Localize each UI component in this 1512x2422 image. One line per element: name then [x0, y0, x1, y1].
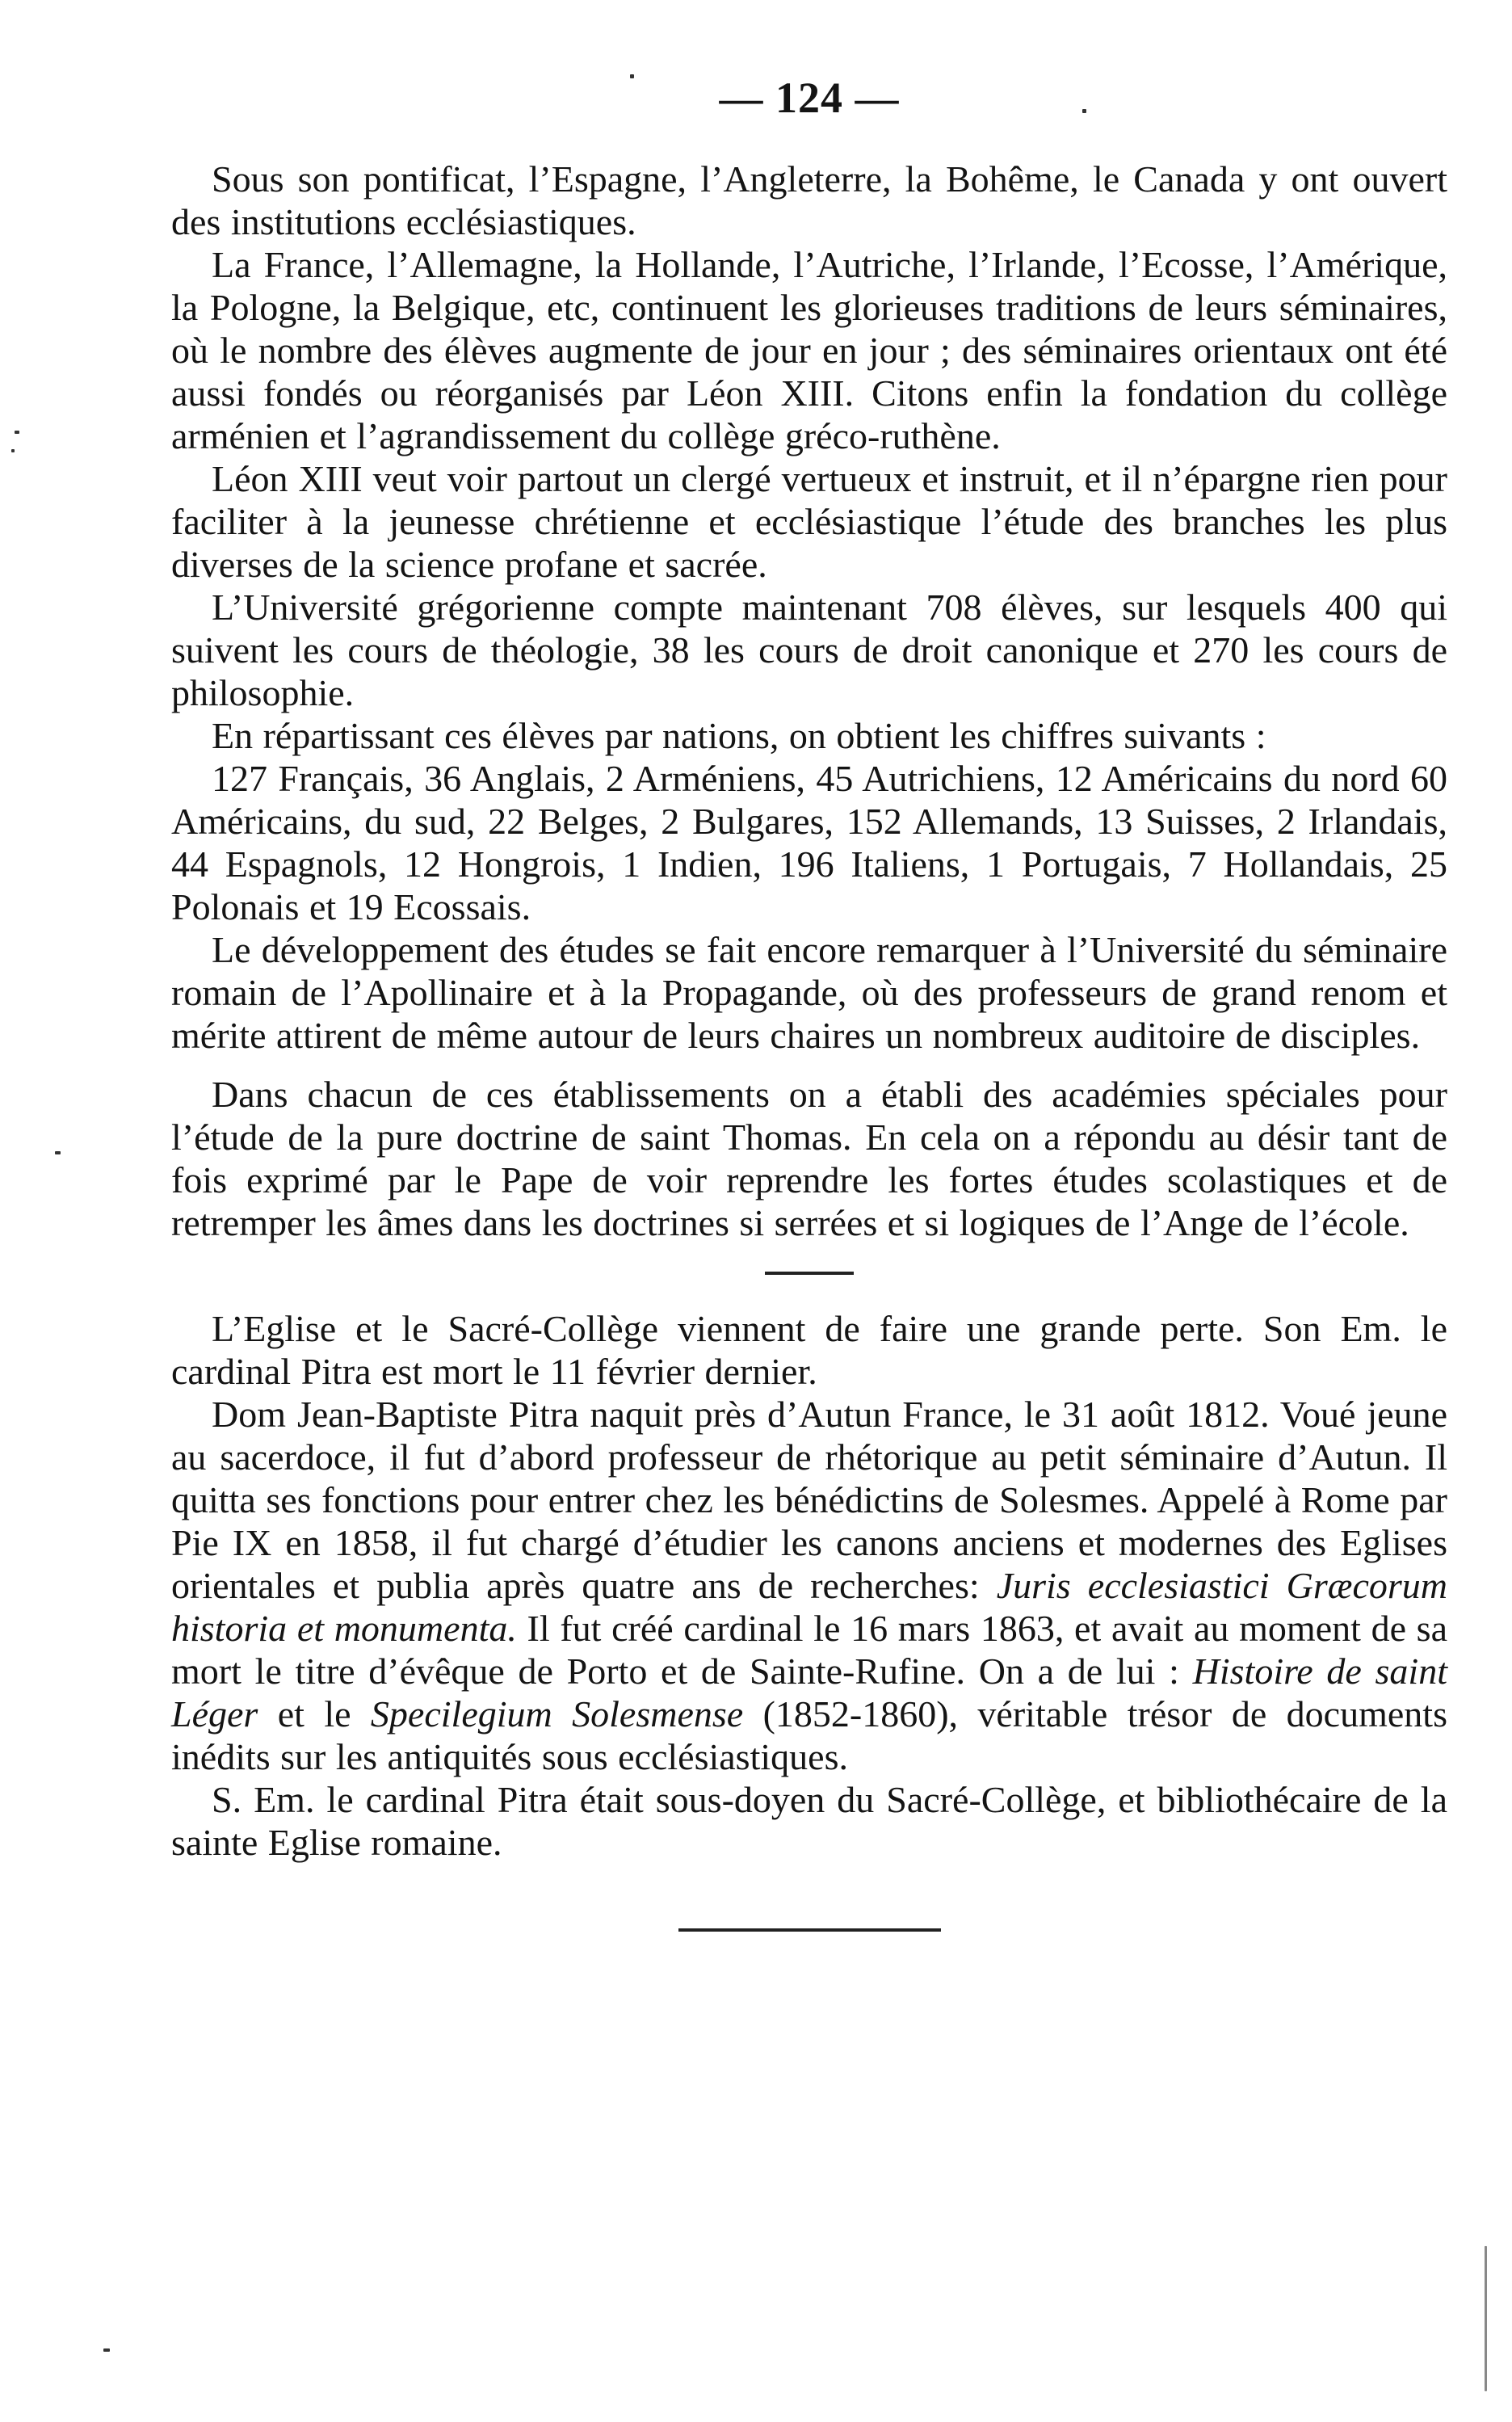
page-number: — 124 — — [719, 74, 900, 122]
paragraph: L’Université grégorienne compte maintenant 708 élèves, sur lesquels 400 qui suivent les cours de théologie, 38 les cours de droit canonique et 270 les cours de philosophie. — [171, 587, 1447, 713]
scan-speck — [15, 431, 19, 434]
section-seminaries — [171, 158, 1447, 1244]
scan-speck — [55, 1151, 61, 1154]
end-divider — [678, 1928, 941, 1932]
paragraph: Léon XIII veut voir partout un clergé vertueux et instruit, et il n’épargne rien pour faciliter à la jeunesse chrétienne et ecclésiastique l’étude des branches les plus diverses de la science profane et sacrée. — [171, 458, 1447, 585]
paragraph: Le développement des études se fait encore remarquer à l’Université du séminaire romain de l’Apollinaire et à la Propagande, où des professeurs de grand renom et mérite attirent de même autour de leurs chaires un nombreux auditoire de disciples. — [171, 929, 1447, 1056]
section-divider — [765, 1272, 854, 1275]
paragraph: La France, l’Allemagne, la Hollande, l’Autriche, l’Irlande, l’Ecosse, l’Amérique, la Pologne, la Belgique, etc, continuent les glorieuses traditions de leurs séminaires, où le nombre des élèves augmente de jour en jour ; des séminaires orientaux ont été aussi fondés ou réorganisés par Léon XIII. Citons enfin la fondation du collège arménien et l’agrandissement du collège gréco-ruthène. — [171, 244, 1447, 456]
scan-speck — [1485, 2246, 1487, 2391]
nation-counts-paragraph: 127 Français, 36 Anglais, 2 Arméniens, 45 Autrichiens, 12 Américains du nord 60 Américains, du sud, 22 Belges, 2 Bulgares, 152 Allemands, 13 Suisses, 2 Irlandais, 44 Espagnols, 12 Hongrois, 1 Indien, 196 Italiens, 1 Portugais, 7 Hollandais, 25 Polonais et 19 Ecossais. — [171, 758, 1447, 927]
work-title: Histoire de saint Léger — [171, 1650, 1447, 1735]
scan-speck — [630, 74, 634, 78]
biography-paragraph — [171, 1393, 1447, 1778]
paragraph: En répartissant ces élèves par nations, on obtient les chiffres suivants : — [212, 715, 1266, 756]
text-run: et le — [258, 1693, 371, 1735]
scan-speck — [103, 2348, 110, 2352]
paragraph: S. Em. le cardinal Pitra était sous-doyen du Sacré-Collège, et bibliothécaire de la sainte Eglise romaine. — [171, 1779, 1447, 1863]
text-run: Il fut créé cardinal le 16 mars 1863, et avait au moment de sa mort le titre d’évêque de Porto et de Sainte-Rufine. On a de lui : — [171, 1608, 1447, 1692]
section-cardinal-pitra — [171, 1307, 1447, 1864]
paragraph: L’Eglise et le Sacré-Collège viennent de faire une grande perte. Son Em. le cardinal Pitra est mort le 11 février dernier. — [171, 1308, 1447, 1392]
scan-speck — [1082, 109, 1086, 113]
work-title: Specilegium Solesmense — [370, 1693, 744, 1735]
text-run: (1852-1860), véritable trésor de documents inédits sur les antiquités sous ecclésiastiques. — [171, 1693, 1447, 1777]
page — [171, 74, 1447, 1932]
paragraph: Sous son pontificat, l’Espagne, l’Angleterre, la Bohême, le Canada y ont ouvert des institutions ecclésiastiques. — [171, 158, 1447, 242]
text-run: Dom Jean-Baptiste Pitra naquit près d’Autun France, le 31 août 1812. Voué jeune au sacerdoce, il fut d’abord professeur de rhétorique au petit séminaire d’Autun. Il quitta ses fonctions pour entrer chez les bénédictins de Solesmes. Appelé à Rome par Pie IX en 1858, il fut chargé d’étudier les canons anciens et modernes des Eglises orientales et publia après quatre ans de recherches: — [171, 1394, 1447, 1606]
scan-speck — [11, 449, 15, 452]
paragraph: Dans chacun de ces établissements on a établi des académies spéciales pour l’étude de la pure doctrine de saint Thomas. En cela on a répondu au désir tant de fois exprimé par le Pape de voir reprendre les fortes études scolastiques et de retremper les âmes dans les doctrines si serrées et si logiques de l’Ange de l’école. — [171, 1074, 1447, 1243]
work-title: Juris ecclesiastici Græcorum historia et monumenta. — [171, 1565, 1447, 1649]
